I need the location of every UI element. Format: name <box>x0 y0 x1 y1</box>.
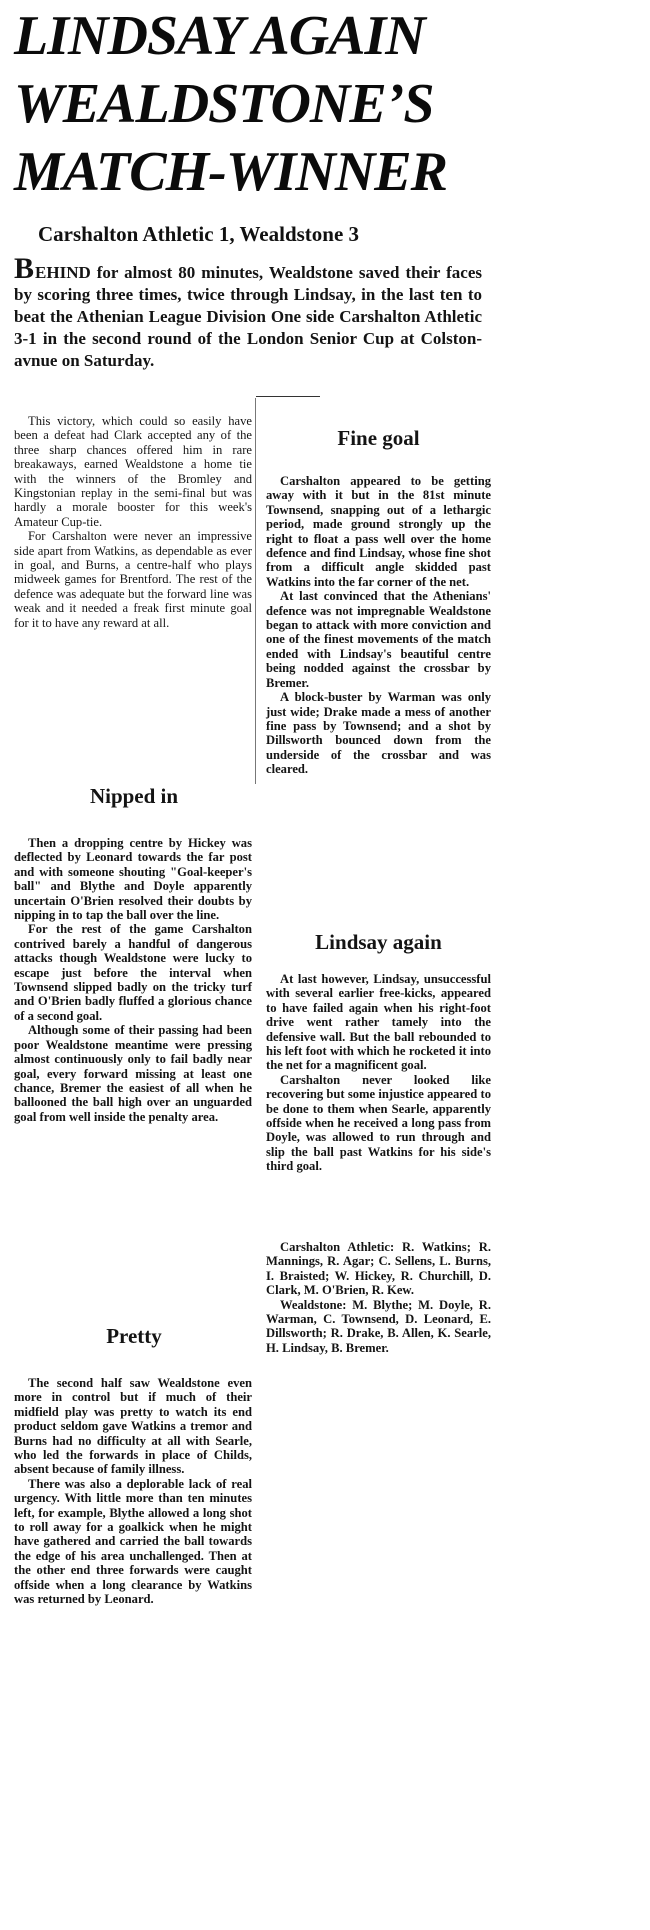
carshalton-label: Carshalton Athletic: <box>280 1240 395 1254</box>
right-column-part-2 <box>266 972 491 1174</box>
column-vertical-rule <box>255 398 256 784</box>
article-paragraph: Although some of their passing had been poor Wealdstone meantime were pressing almost continuously only to fail badly near goal, every forward missing at least one chance, Bremer the easiest of all when he ballooned the ball high over an unguarded goal from well inside the penalty area. <box>14 1023 252 1124</box>
crosshead-fine-goal: Fine goal <box>337 426 420 450</box>
left-column-part-2 <box>14 836 252 1124</box>
headline-line-1: LINDSAY AGAIN <box>14 5 425 67</box>
article-paragraph: At last convinced that the Athenians' defence was not impregnable Wealdstone began to attack with more conviction and one of the finest movements of the match ended with Lindsay's beautiful centre being nodded against the crossbar by Bremer. <box>266 589 491 690</box>
headline-line-3: MATCH-WINNER <box>14 141 447 203</box>
intro-paragraph <box>14 252 482 372</box>
article-paragraph: For the rest of the game Carshalton contrived barely a handful of dangerous attacks though Wealdstone were lucky to escape just before the interval when Townsend slipped badly on the tricky turf and O'Brien badly fluffed a glorious chance of a second goal. <box>14 922 252 1023</box>
left-column-part-1 <box>14 414 252 630</box>
headline-line-2: WEALDSTONE’S <box>14 73 434 135</box>
carshalton-lineup <box>266 1240 491 1298</box>
drop-cap: B <box>14 252 35 285</box>
article-paragraph: This victory, which could so easily have been a defeat had Clark accepted any of the three sharp chances offered him in rare breakaways, earned Wealdstone a home tie with the winners of the Bromley and Kingstonian replay in the semi-final but was hardly a morale booster for this week's Amateur Cup-tie. <box>14 414 252 529</box>
article-paragraph: There was also a deplorable lack of real urgency. With little more than ten minutes left, for example, Blythe allowed a long shot to roll away for a goalkick when he might have gathered and carried the ball towards the edge of his area unchallenged. Then at the other end three forwards were caught offside when a long clearance by Watkins was returned by Leonard. <box>14 1476 252 1607</box>
article-paragraph: Then a dropping centre by Hickey was deflected by Leonard towards the far post and with someone shouting "Goal-keeper's ball" and Blythe and Doyle apparently uncertain O'Brien resolved their doubts by nipping in to tap the ball over the line. <box>14 836 252 923</box>
intro-text: EHIND for almost 80 minutes, Wealdstone saved their faces by scoring three times, twice through Lindsay, in the last ten to beat the Athenian League Division One side Carshalton Athletic 3-1 in the second round of the London Senior Cup at Colston-avnue on Saturday. <box>14 263 482 370</box>
crosshead-nipped-in: Nipped in <box>89 784 179 808</box>
team-lineups <box>266 1240 491 1355</box>
column-divider-rule <box>256 396 320 397</box>
crosshead-pretty: Pretty <box>106 1324 162 1348</box>
wealdstone-players: M. Blythe; M. Doyle, R. Warman, C. Townsend, D. Leonard, E. Dillsworth; R. Drake, B. Allen, K. Searle, H. Lindsay, B. Bremer. <box>266 1297 491 1355</box>
wealdstone-label: Wealdstone: <box>280 1297 347 1312</box>
wealdstone-lineup <box>266 1298 491 1356</box>
article-paragraph: For Carshalton were never an impressive side apart from Watkins, as dependable as ever in goal, and Burns, a centre-half who plays midweek games for Brentford. The rest of the defence was adequate but the forward line was weak and it needed a freak first minute goal for it to have any reward at all. <box>14 529 252 630</box>
match-result: Carshalton Athletic 1, Wealdstone 3 <box>38 222 360 246</box>
right-column-part-1 <box>266 474 491 777</box>
crosshead-lindsay-again: Lindsay again <box>315 930 442 954</box>
article-paragraph: Carshalton appeared to be getting away with it but in the 81st minute Townsend, snapping out of a lethargic period, made ground strongly up the right to float a pass well over the home defence and find Lindsay, whose fine shot from a difficult angle skidded past Watkins into the far corner of the net. <box>266 474 491 589</box>
article-paragraph: Carshalton never looked like recovering but some injustice appeared to be done to them when Searle, apparently offside when he received a long pass from Doyle, was allowed to run through and slip the ball past Watkins for his side's third goal. <box>266 1072 491 1174</box>
article-paragraph: The second half saw Wealdstone even more in control but if much of their midfield play was pretty to watch its end product seldom gave Watkins a tremor and Burns had no difficulty at all with Searle, who led the forwards in place of Childs, absent because of family illness. <box>14 1376 252 1477</box>
article-paragraph: At last however, Lindsay, unsuccessful with several earlier free-kicks, appeared to have failed again when his right-foot drive went rather tamely into the defensive wall. But the ball rebounded to his left foot with which he rocketed it into the net for a magnificent goal. <box>266 972 491 1073</box>
headline <box>14 2 484 206</box>
article-paragraph: A block-buster by Warman was only just wide; Drake made a mess of another fine pass by Townsend; and a shot by Dillsworth bounced down from the underside of the crossbar and was cleared. <box>266 690 491 777</box>
carshalton-players: R. Watkins; R. Mannings, R. Agar; C. Sellens, L. Burns, I. Braisted; W. Hickey, R. Churchill, D. Clark, M. O'Brien, R. Kew. <box>266 1240 491 1298</box>
left-column-part-3 <box>14 1376 252 1607</box>
